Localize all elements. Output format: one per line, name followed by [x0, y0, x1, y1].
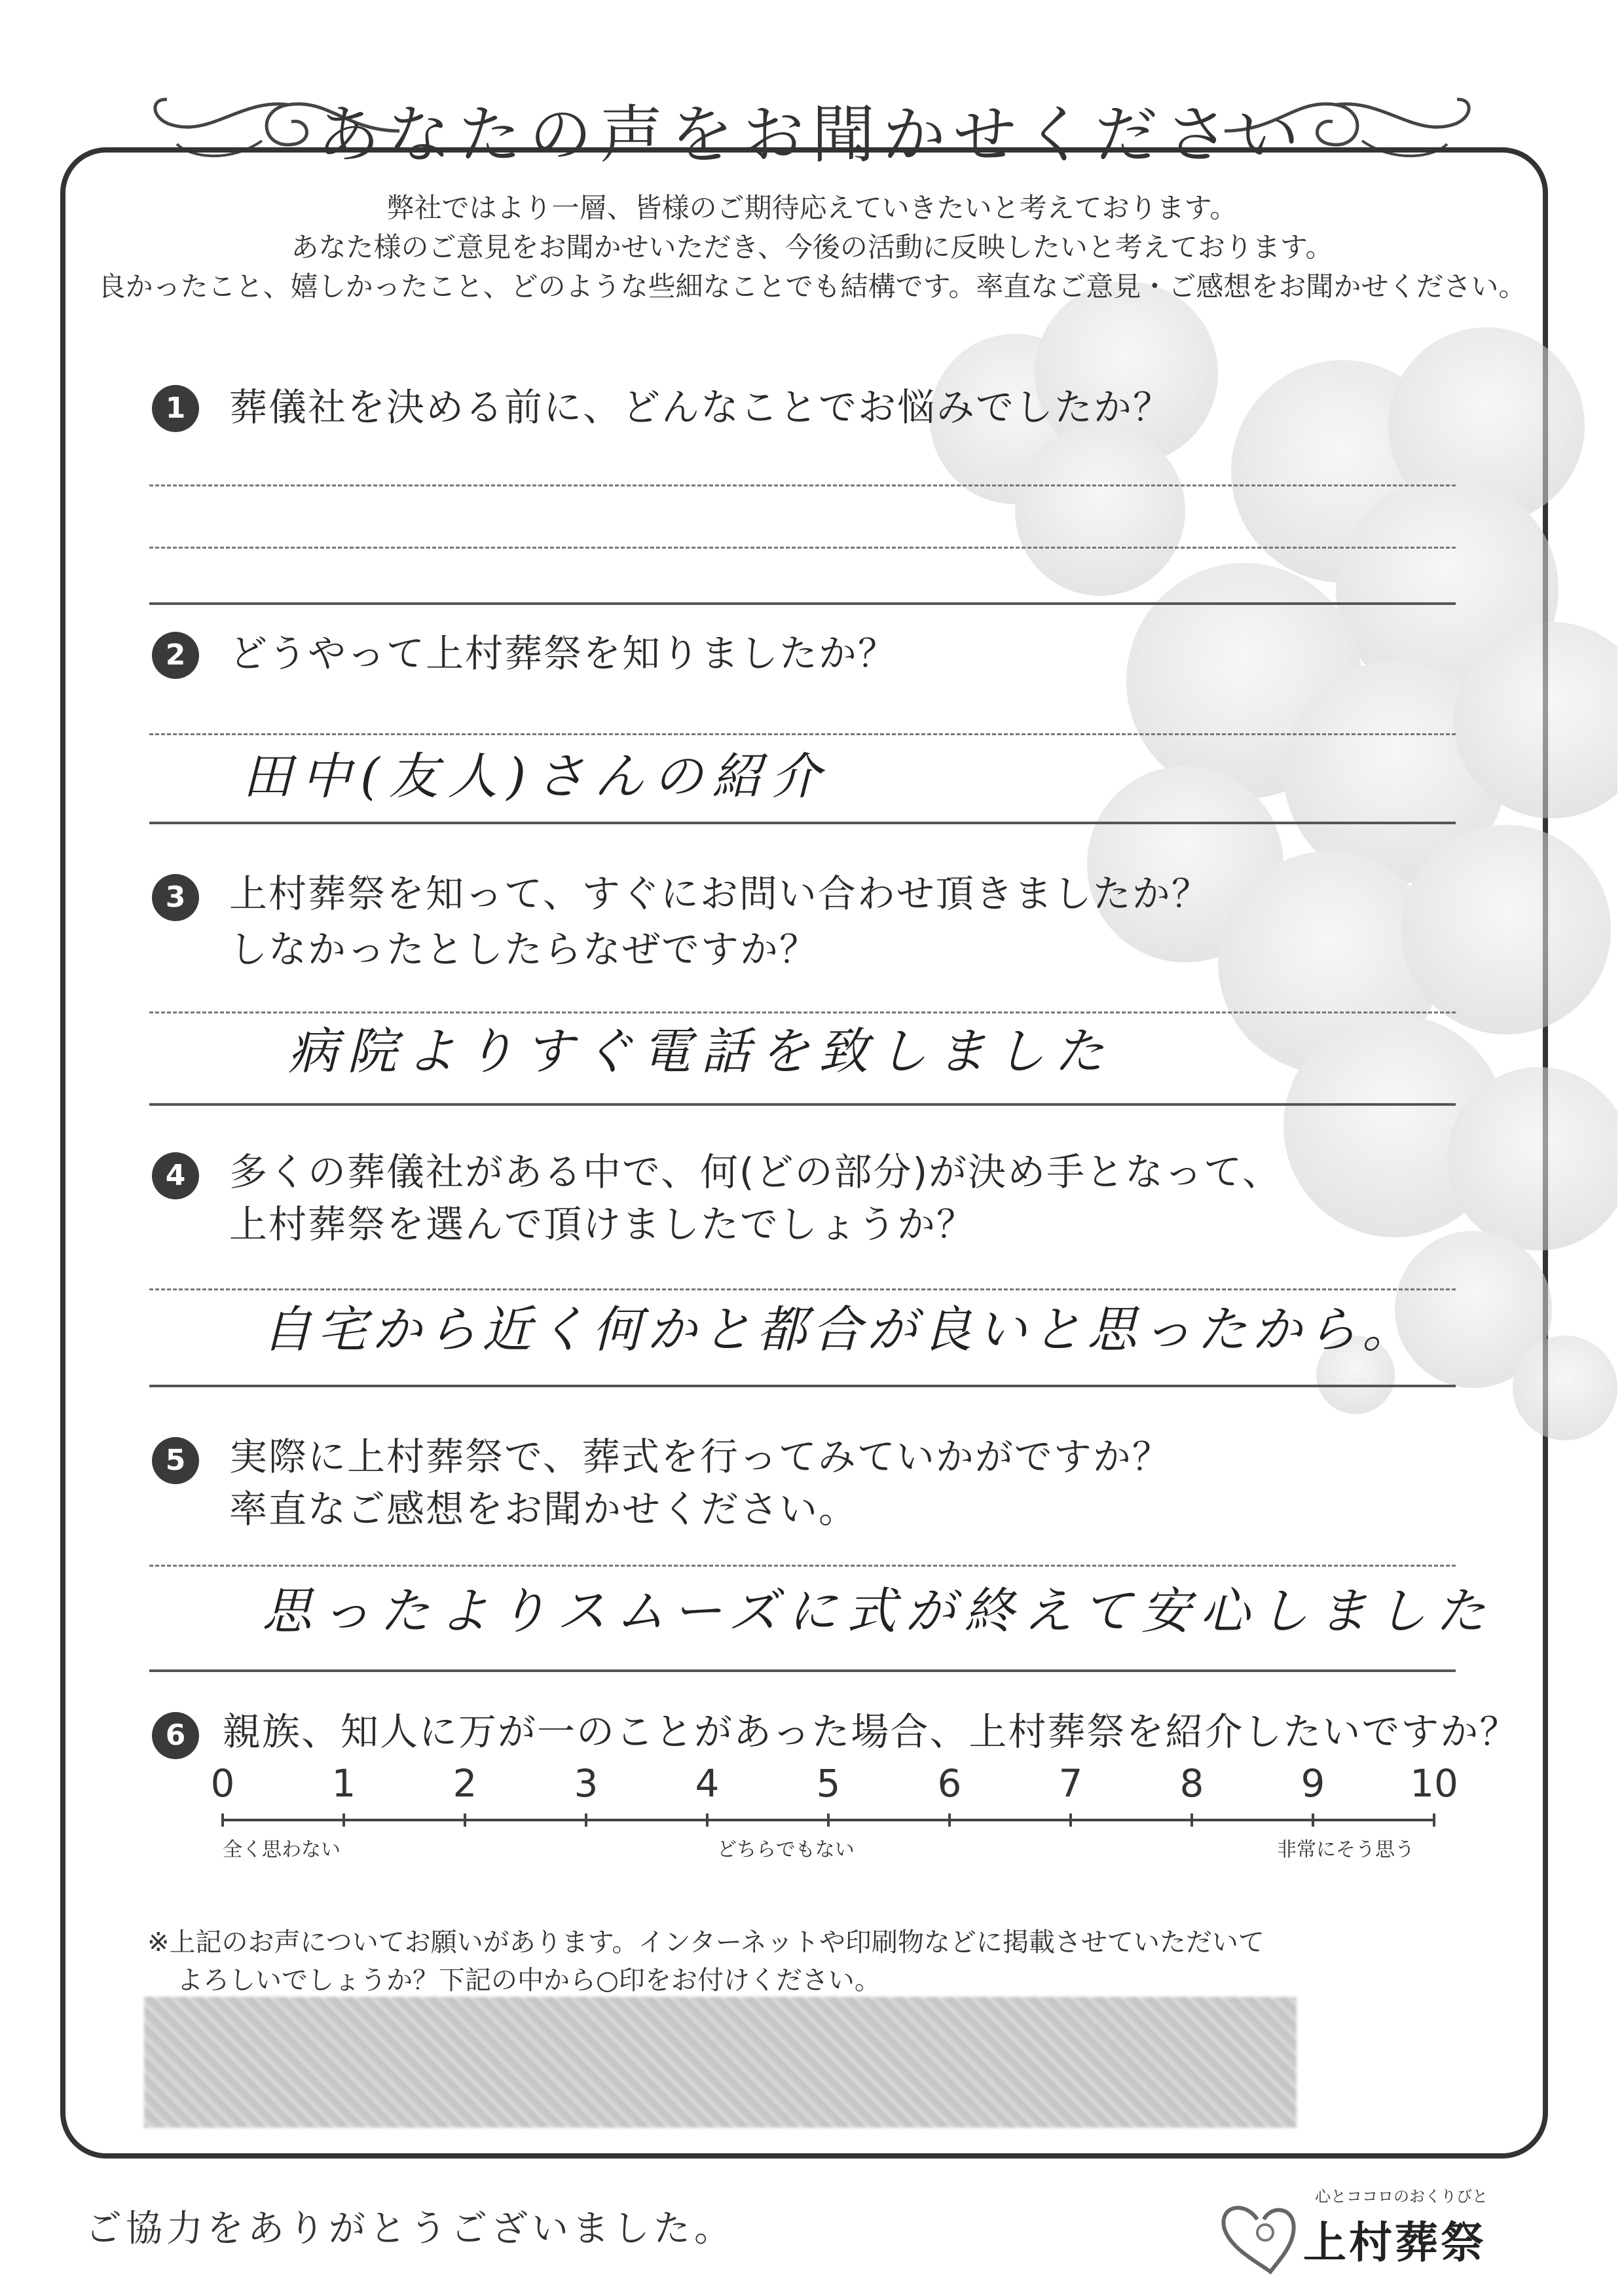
- publication-consent-note-line-2: よろしいでしょうか？下記の中から○印をお付けください。: [177, 1965, 881, 1995]
- question-5-text-line-2: 率直なご感想をお聞かせください。: [229, 1487, 858, 1531]
- scale-tick-0: [221, 1813, 224, 1827]
- question-4-number-badge: 4: [152, 1152, 199, 1199]
- question-5-handwritten-answer[interactable]: 思ったよりスムーズに式が終えて安心しました: [262, 1582, 1495, 1640]
- logo-tagline: 心とココロのおくりびと: [1315, 2187, 1488, 2206]
- publication-consent-note-line-1: ※上記のお声についてお願いがあります。インターネットや印刷物などに掲載させていただいて: [147, 1927, 1264, 1958]
- question-6-text: 親族、知人に万が一のことがあった場合、上村葬祭を紹介したいですか？: [223, 1709, 1519, 1754]
- section-divider: [149, 1385, 1456, 1387]
- question-3-text-line-2: しなかったとしたらなぜですか？: [229, 927, 819, 972]
- page-title: あなたの声をお聞かせください: [317, 98, 1307, 172]
- question-6-number-badge: 6: [152, 1712, 199, 1759]
- scale-tick-3: [585, 1813, 587, 1827]
- scale-number-4[interactable]: 4: [695, 1761, 720, 1806]
- question-4-handwritten-answer[interactable]: 自宅から近く何かと都合が良いと思ったから。: [262, 1300, 1417, 1358]
- intro-line-1: 弊社ではより一層、皆様のご期待応えていきたいと考えております。: [386, 192, 1238, 224]
- question-3-handwritten-answer[interactable]: 病院よりすぐ電話を致しました: [288, 1022, 1113, 1080]
- scale-number-6[interactable]: 6: [937, 1761, 962, 1806]
- scale-tick-8: [1190, 1813, 1193, 1827]
- question-5-text-line-1: 実際に上村葬祭で、葬式を行ってみていかがですか？: [229, 1434, 1172, 1479]
- scale-number-10[interactable]: 10: [1410, 1761, 1458, 1806]
- section-divider: [149, 602, 1456, 605]
- question-2-handwritten-answer[interactable]: 田中(友人)さんの紹介: [242, 747, 830, 805]
- section-divider: [149, 1103, 1456, 1106]
- intro-line-2: あなた様のご意見をお聞かせいただき、今後の活動に反映したいと考えております。: [291, 231, 1333, 263]
- question-4-text-line-2: 上村葬祭を選んで頂けましたでしょうか？: [229, 1202, 976, 1247]
- scale-tick-5: [827, 1813, 830, 1827]
- scale-tick-4: [706, 1813, 709, 1827]
- answer-line: [149, 547, 1456, 549]
- scale-tick-6: [948, 1813, 951, 1827]
- question-2-number-badge: 2: [152, 632, 199, 679]
- scale-label-low: 全く思わない: [223, 1838, 341, 1861]
- answer-line: [149, 733, 1456, 735]
- scale-tick-10: [1433, 1813, 1435, 1827]
- scale-number-0[interactable]: 0: [210, 1761, 235, 1806]
- scale-label-mid: どちらでもない: [717, 1838, 855, 1861]
- scale-number-7[interactable]: 7: [1058, 1761, 1083, 1806]
- redacted-consent-area: [144, 1997, 1297, 2128]
- scale-number-2[interactable]: 2: [452, 1761, 477, 1806]
- question-1-text: 葬儀社を決める前に、どんなことでお悩みでしたか？: [229, 385, 1173, 429]
- answer-line: [149, 1565, 1456, 1567]
- scale-number-5[interactable]: 5: [816, 1761, 841, 1806]
- scale-tick-9: [1312, 1813, 1314, 1827]
- section-divider: [149, 1669, 1456, 1672]
- question-4-text-line-1: 多くの葬儀社がある中で、何(どの部分)が決め手となって、: [229, 1150, 1282, 1194]
- scale-tick-1: [342, 1813, 345, 1827]
- section-divider: [149, 822, 1456, 824]
- question-2-text: どうやって上村葬祭を知りましたか？: [229, 631, 898, 676]
- question-3-text-line-1: 上村葬祭を知って、すぐにお問い合わせ頂きましたか？: [229, 871, 1211, 916]
- question-3-number-badge: 3: [152, 874, 199, 921]
- scale-label-high: 非常にそう思う: [1277, 1838, 1414, 1861]
- scale-number-3[interactable]: 3: [574, 1761, 599, 1806]
- logo-company-name: 上村葬祭: [1303, 2217, 1486, 2268]
- answer-line: [149, 484, 1456, 486]
- scale-number-9[interactable]: 9: [1301, 1761, 1325, 1806]
- thanks-message: ご協力をありがとうございました。: [85, 2208, 735, 2250]
- question-5-number-badge: 5: [152, 1437, 199, 1484]
- intro-line-3: 良かったこと、嬉しかったこと、どのような些細なことでも結構です。率直なご意見・ご感想をお聞かせください。: [98, 270, 1526, 302]
- scale-tick-7: [1069, 1813, 1072, 1827]
- scale-number-8[interactable]: 8: [1179, 1761, 1204, 1806]
- scale-number-1[interactable]: 1: [331, 1761, 356, 1806]
- scale-tick-2: [464, 1813, 466, 1827]
- question-1-number-badge: 1: [152, 385, 199, 432]
